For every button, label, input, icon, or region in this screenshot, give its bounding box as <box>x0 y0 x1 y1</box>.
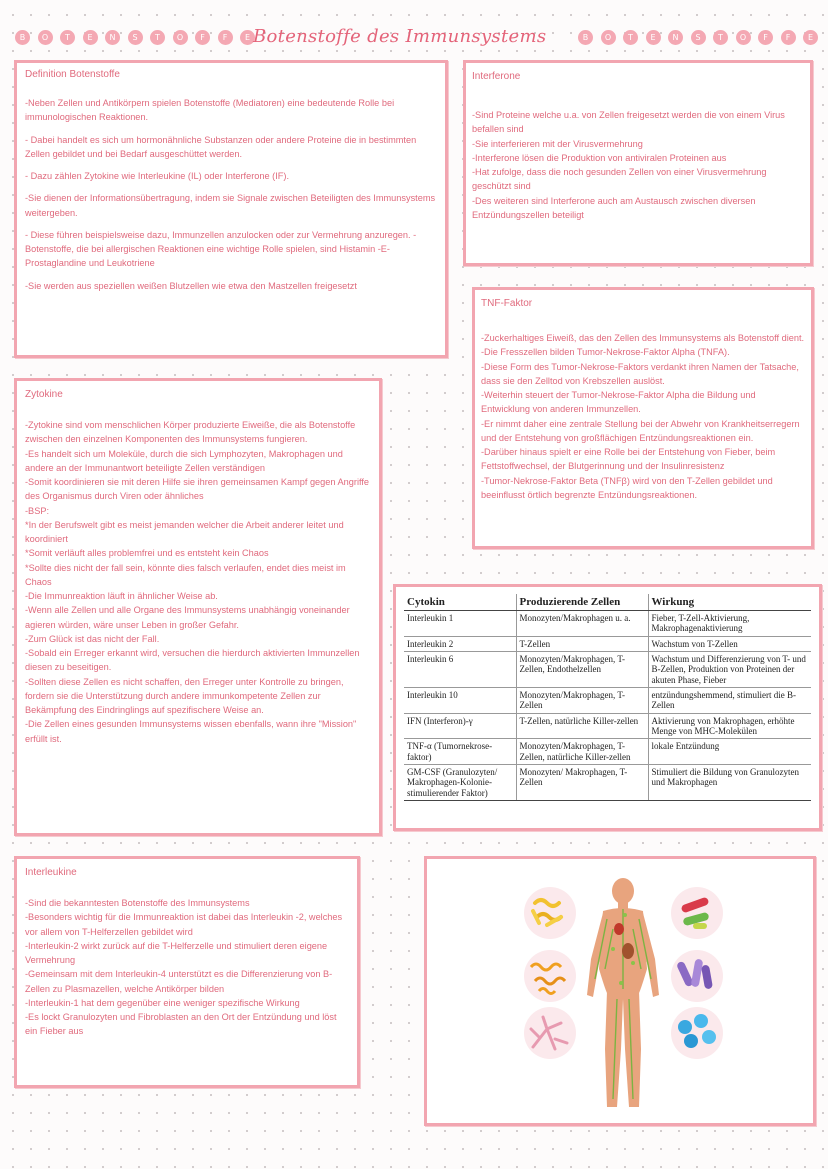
definition-paragraph: -Sie dienen der Informationsübertragung, indem sie Signale zwischen Beteiligten des Immunsystems weitergeben. <box>25 193 436 218</box>
orange-spirilla-icon <box>524 950 576 1002</box>
zytokine-line: -Die Zellen eines gesunden Immunsystems wissen ebenfalls, wann ihre "Mission" erfüllt ist. <box>25 719 357 744</box>
definition-paragraph: -Neben Zellen und Antikörpern spielen Botenstoffe (Mediatoren) eine bedeutende Rolle bei immunologischen Reaktionen. <box>25 98 395 123</box>
definition-paragraph: -Sie werden aus speziellen weißen Blutzellen wie etwa den Mastzellen freigesetzt <box>25 280 357 291</box>
tnf-line: -Darüber hinaus spielt er eine Rolle bei der Entstehung von Fieber, beim Fettstoffwechsel, der Blutgerinnung und der Insulinresistenz <box>481 447 776 472</box>
table-cell-cytokin: Interleukin 1 <box>404 611 516 637</box>
zytokine-line: -Es handelt sich um Moleküle, durch die sich Lymphozyten, Makrophagen und andere an der Immunantwort beteiligte Zellen verständigen <box>25 448 343 473</box>
table-header-cytokin: Cytokin <box>404 594 516 611</box>
table-cell-wirkung: Aktivierung von Makrophagen, erhöhte Menge von MHC-Molekülen <box>648 713 811 739</box>
tnf-line: -Diese Form des Tumor-Nekrose-Faktors verdankt ihren Namen der Tatsache, dass sie den Zelltod von Krebszellen auslöst. <box>481 361 799 386</box>
header <box>0 28 828 54</box>
interferone-line: -Interferone lösen die Produktion von antiviralen Proteinen aus <box>472 152 727 163</box>
tnf-title: TNF-Faktor <box>481 298 533 309</box>
immune-system-illustration <box>427 859 813 1123</box>
letter-dot: F <box>758 30 773 45</box>
table-body <box>404 611 811 801</box>
letter-dot: E <box>803 30 818 45</box>
cytokine-table-box <box>393 584 822 831</box>
interleukine-line: -Gemeinsam mit dem Interleukin-4 unterstützt es die Differenzierung von B-Zellen zu Plasmazellen, welche Antikörper bilden <box>25 969 333 994</box>
letter-dot: O <box>736 30 751 45</box>
table-header-zellen: Produzierende Zellen <box>516 594 648 611</box>
zytokine-box <box>14 378 382 836</box>
table-cell-zellen: T-Zellen, natürliche Killer-zellen <box>516 713 648 739</box>
interleukine-line: -Es lockt Granulozyten und Fibroblasten an den Ort der Entzündung und löst ein Fieber aus <box>25 1012 337 1037</box>
table-cell-zellen: Monozyten/Makrophagen, T-Zellen <box>516 688 648 714</box>
interleukine-line: -Sind die bekanntesten Botenstoffe des Immunsystems <box>25 898 250 908</box>
purple-rods-icon <box>671 950 723 1002</box>
table-cell-cytokin: IFN (Interferon)-γ <box>404 713 516 739</box>
definition-title: Definition Botenstoffe <box>25 69 120 80</box>
table-row <box>404 713 811 739</box>
zytokine-title: Zytokine <box>25 389 63 400</box>
definition-paragraph: - Dabei handelt es sich um hormonähnliche Substanzen oder andere Proteine die in bestimmten Zellen gebildet und bei Bedarf ausgeschüttet werden. <box>25 134 417 159</box>
letter-dot: F <box>781 30 796 45</box>
letter-dot: E <box>240 30 255 45</box>
human-body-figure <box>587 878 659 1107</box>
letter-dot: B <box>578 30 593 45</box>
table-cell-cytokin: Interleukin 6 <box>404 652 516 688</box>
interferone-title: Interferone <box>472 71 521 82</box>
table-cell-zellen: Monozyten/Makrophagen, T-Zellen, Endothelzellen <box>516 652 648 688</box>
table-header-row <box>404 594 811 611</box>
tnf-line: -Er nimmt daher eine zentrale Stellung bei der Abwehr von Krankheitserregern und der Entstehung von großflächigen Entzündungsreaktionen ein. <box>481 418 800 443</box>
tnf-box <box>472 287 814 549</box>
interferone-box <box>463 60 813 266</box>
interferone-line: -Des weiteren sind Interferone auch am Austausch zwischen diversen Entzündungszellen beteiligt <box>472 195 756 220</box>
tnf-line: -Die Fresszellen bilden Tumor-Nekrose-Faktor Alpha (TNFA). <box>481 347 730 358</box>
zytokine-line: -Sollten diese Zellen es nicht schaffen, den Erreger unter Kontrolle zu bringen, fordern sie die Unterstützung durch andere immunkompetente Zellen zur Bekämpfung des Eindringlings auf spezifischere Weise an. <box>25 676 344 715</box>
pink-fungi-icon <box>524 1007 576 1059</box>
immune-illustration-box <box>424 856 816 1126</box>
letter-dot: E <box>83 30 98 45</box>
letter-dot: T <box>713 30 728 45</box>
page-title: Botenstoffe des Immunsystems <box>253 26 547 47</box>
zytokine-line: -Somit koordinieren sie mit deren Hilfe sie ihren gemeinsamen Kampf gegen Angriffe des Organismus durch Viren oder ähnliches <box>25 477 370 502</box>
table-cell-wirkung: Wachstum und Differenzierung von T- und B-Zellen, Produktion von Proteinen der akuten Phase, Fieber <box>648 652 811 688</box>
tnf-body <box>481 331 805 502</box>
letter-dot: O <box>173 30 188 45</box>
zytokine-line: -Die Immunreaktion läuft in ähnlicher Weise ab. <box>25 591 218 601</box>
table-cell-zellen: Monozyten/ Makrophagen, T-Zellen <box>516 765 648 801</box>
letter-dot: O <box>38 30 53 45</box>
definition-box <box>14 60 448 358</box>
cytokine-table <box>404 594 811 801</box>
zytokine-line: -BSP: <box>25 505 49 516</box>
table-cell-wirkung: Fieber, T-Zell-Aktivierung, Makrophagenaktivierung <box>648 611 811 637</box>
table-cell-wirkung: lokale Entzündung <box>648 739 811 765</box>
interferone-line: -Sind Proteine welche u.a. von Zellen freigesetzt werden die von einem Virus befallen sind <box>472 110 785 135</box>
interferone-line: -Hat zufolge, dass die noch gesunden Zellen von einer Virusvermehrung geschützt sind <box>472 167 767 192</box>
blue-cocci-icon <box>671 1007 723 1059</box>
letter-dot: F <box>195 30 210 45</box>
table-cell-zellen: Monozyten/Makrophagen, T-Zellen, natürliche Killer-zellen <box>516 739 648 765</box>
tnf-line: -Zuckerhaltiges Eiweiß, das den Zellen des Immunsystems als Botenstoff dient. <box>481 333 805 343</box>
interferone-line: -Sie interferieren mit der Virusvermehrung <box>472 138 643 149</box>
table-row <box>404 611 811 637</box>
tnf-line: -Tumor-Nekrose-Faktor Beta (TNFβ) wird von den T-Zellen gebildet und beeinflusst örtlich begrenzte Entzündungsreaktionen. <box>481 475 773 500</box>
interferone-body <box>472 108 804 222</box>
table-cell-zellen: Monozyten/Makrophagen u. a. <box>516 611 648 637</box>
zytokine-line: -Wenn alle Zellen und alle Organe des Immunsystems unabhängig voneinander agieren würden, wäre unser Leben in großer Gefahr. <box>25 605 350 630</box>
letter-dot: T <box>150 30 165 45</box>
table-cell-wirkung: entzündungshemmend, stimuliert die B-Zellen <box>648 688 811 714</box>
yellow-bacilli-icon <box>524 887 576 939</box>
letter-dot: S <box>691 30 706 45</box>
table-cell-cytokin: TNF-α (Tumornekrose-faktor) <box>404 739 516 765</box>
letter-dot: O <box>601 30 616 45</box>
letter-dot: T <box>623 30 638 45</box>
zytokine-line: -Zum Glück ist das nicht der Fall. <box>25 633 160 644</box>
letter-dot: B <box>15 30 30 45</box>
table-cell-cytokin: Interleukin 2 <box>404 636 516 651</box>
zytokine-line: *Somit verläuft alles problemfrei und es entsteht kein Chaos <box>25 548 269 559</box>
definition-paragraph: - Diese führen beispielsweise dazu, Immunzellen anzulocken oder zur Vermehrung anzuregen. -Botenstoffe, die bei allergischen Reaktionen eine wichtige Rolle spielen, sind Histamin -E-Prostaglandine und Leukotriene <box>25 229 417 269</box>
interleukine-box <box>14 856 360 1088</box>
table-header-wirkung: Wirkung <box>648 594 811 611</box>
zytokine-line: -Sobald ein Erreger erkannt wird, versuchen die hierdurch aktivierten Immunzellen diesen zu beseitigen. <box>25 648 360 673</box>
letter-dot: E <box>646 30 661 45</box>
letter-dot: F <box>218 30 233 45</box>
table-cell-zellen: T-Zellen <box>516 636 648 651</box>
tnf-line: -Weiterhin steuert der Tumor-Nekrose-Faktor Alpha die Bildung und Entwicklung von anderen Immunzellen. <box>481 390 756 415</box>
table-cell-wirkung: Stimuliert die Bildung von Granulozyten und Makrophagen <box>648 765 811 801</box>
letter-dot: N <box>668 30 683 45</box>
zytokine-line: *In der Berufswelt gibt es meist jemanden welcher die Arbeit anderer leitet und koordiniert <box>25 519 344 544</box>
table-row <box>404 739 811 765</box>
letter-dot: N <box>105 30 120 45</box>
interleukine-line: -Interleukin-1 hat dem gegenüber eine weniger spezifische Wirkung <box>25 997 300 1008</box>
red-green-bacteria-icon <box>671 887 723 939</box>
zytokine-line: *Sollte dies nicht der fall sein, könnte dies falsch verlaufen, endet dies meist im Chaos <box>25 562 346 587</box>
zytokine-line: -Zytokine sind vom menschlichen Körper produzierte Eiweiße, die als Botenstoffe zwischen den einzelnen Komponenten des Immunsystems fungieren. <box>25 420 356 445</box>
table-row <box>404 652 811 688</box>
table-cell-wirkung: Wachstum von T-Zellen <box>648 636 811 651</box>
zytokine-body <box>25 418 371 746</box>
letter-dot: S <box>128 30 143 45</box>
table-cell-cytokin: GM-CSF (Granulozyten/ Makrophagen-Kolonie-stimulierender Faktor) <box>404 765 516 801</box>
interleukine-line: -Besonders wichtig für die Immunreaktion ist dabei das Interleukin -2, welches vor allem von T-Helferzellen gebildet wird <box>25 912 343 937</box>
definition-paragraph: - Dazu zählen Zytokine wie Interleukine (IL) oder Interferone (IF). <box>25 171 290 181</box>
interleukine-body <box>25 896 349 1039</box>
interleukine-title: Interleukine <box>25 867 77 878</box>
table-row <box>404 765 811 801</box>
interleukine-line: -Interleukin-2 wirkt zurück auf die T-Helferzelle und stimuliert deren eigene Vermehrung <box>25 940 328 965</box>
letter-dot: T <box>60 30 75 45</box>
table-row <box>404 688 811 714</box>
table-cell-cytokin: Interleukin 10 <box>404 688 516 714</box>
definition-body <box>25 96 437 293</box>
table-row <box>404 636 811 651</box>
